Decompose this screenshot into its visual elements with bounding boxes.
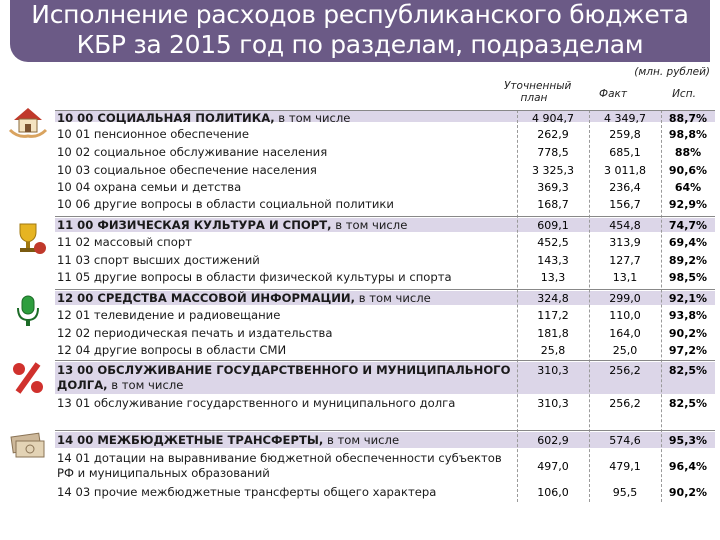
table-row: 10 03 социальное обеспечение населения 3 325,3 3 011,8 90,6%: [57, 163, 708, 177]
table-row: 12 02 периодическая печать и издательства 181,8 164,0 90,2%: [57, 326, 708, 340]
table-row: 12 01 телевидение и радиовещание 117,2 110,0 93,8%: [57, 308, 708, 322]
title-line-2: КБР за 2015 год по разделам, подразделам: [76, 30, 644, 59]
table-row: 14 01 дотации на выравнивание бюджетной обеспеченности субъектов РФ и муниципальных образований 497,0 479,1 96,4%: [57, 451, 708, 480]
table-row: 13 00 ОБСЛУЖИВАНИЕ ГОСУДАРСТВЕННОГО И МУНИЦИПАЛЬНОГО ДОЛГА, в том числе 310,3 256,2 82,5%: [57, 363, 708, 392]
table-row: 10 02 социальное обслуживание населения 778,5 685,1 88%: [57, 145, 702, 159]
trophy-icon: [8, 218, 48, 258]
table-row: 14 03 прочие межбюджетные трансферты общего характера 106,0 95,5 90,2%: [57, 485, 708, 499]
section-divider: [55, 360, 715, 361]
column-header-plan: Уточненный план: [504, 80, 572, 104]
house-hands-icon: [8, 100, 48, 140]
unit-label: (млн. рублей): [634, 66, 710, 78]
table-row: 11 05 другие вопросы в области физической культуры и спорта 13,3 13,1 98,5%: [57, 270, 708, 284]
table-row: 11 00 ФИЗИЧЕСКАЯ КУЛЬТУРА И СПОРТ, в том числе 609,1 454,8 74,7%: [57, 218, 708, 232]
percent-icon: [8, 358, 48, 398]
table-row: 10 00 СОЦИАЛЬНАЯ ПОЛИТИКА, в том числе 4 904,7 4 349,7 88,7%: [57, 111, 708, 125]
table-row: 11 02 массовый спорт 452,5 313,9 69,4%: [57, 235, 708, 249]
table-row: 11 03 спорт высших достижений 143,3 127,7 89,2%: [57, 253, 708, 267]
table-row: 14 00 МЕЖБЮДЖЕТНЫЕ ТРАНСФЕРТЫ, в том числе 602,9 574,6 95,3%: [57, 433, 708, 447]
money-icon: [8, 425, 48, 465]
title-line-1: Исполнение расходов республиканского бюджета: [31, 0, 689, 29]
table-row: 12 04 другие вопросы в области СМИ 25,8 25,0 97,2%: [57, 343, 708, 357]
table-row: 10 01 пенсионное обеспечение 262,9 259,8 98,8%: [57, 127, 708, 141]
section-divider: [55, 430, 715, 431]
table-row: 10 04 охрана семьи и детства 369,3 236,4 64%: [57, 180, 702, 194]
section-divider: [55, 289, 715, 290]
table-row: 10 06 другие вопросы в области социальной политики 168,7 156,7 92,9%: [57, 197, 708, 211]
column-header-pct: Исп.: [672, 88, 696, 100]
column-header-fact: Факт: [599, 88, 627, 100]
title-banner: [10, 0, 710, 62]
table-row: 12 00 СРЕДСТВА МАССОВОЙ ИНФОРМАЦИИ, в том числе 324,8 299,0 92,1%: [57, 291, 708, 305]
microphone-icon: [8, 290, 48, 330]
table-row: 13 01 обслуживание государственного и муниципального долга 310,3 256,2 82,5%: [57, 396, 708, 410]
section-divider: [55, 216, 715, 217]
